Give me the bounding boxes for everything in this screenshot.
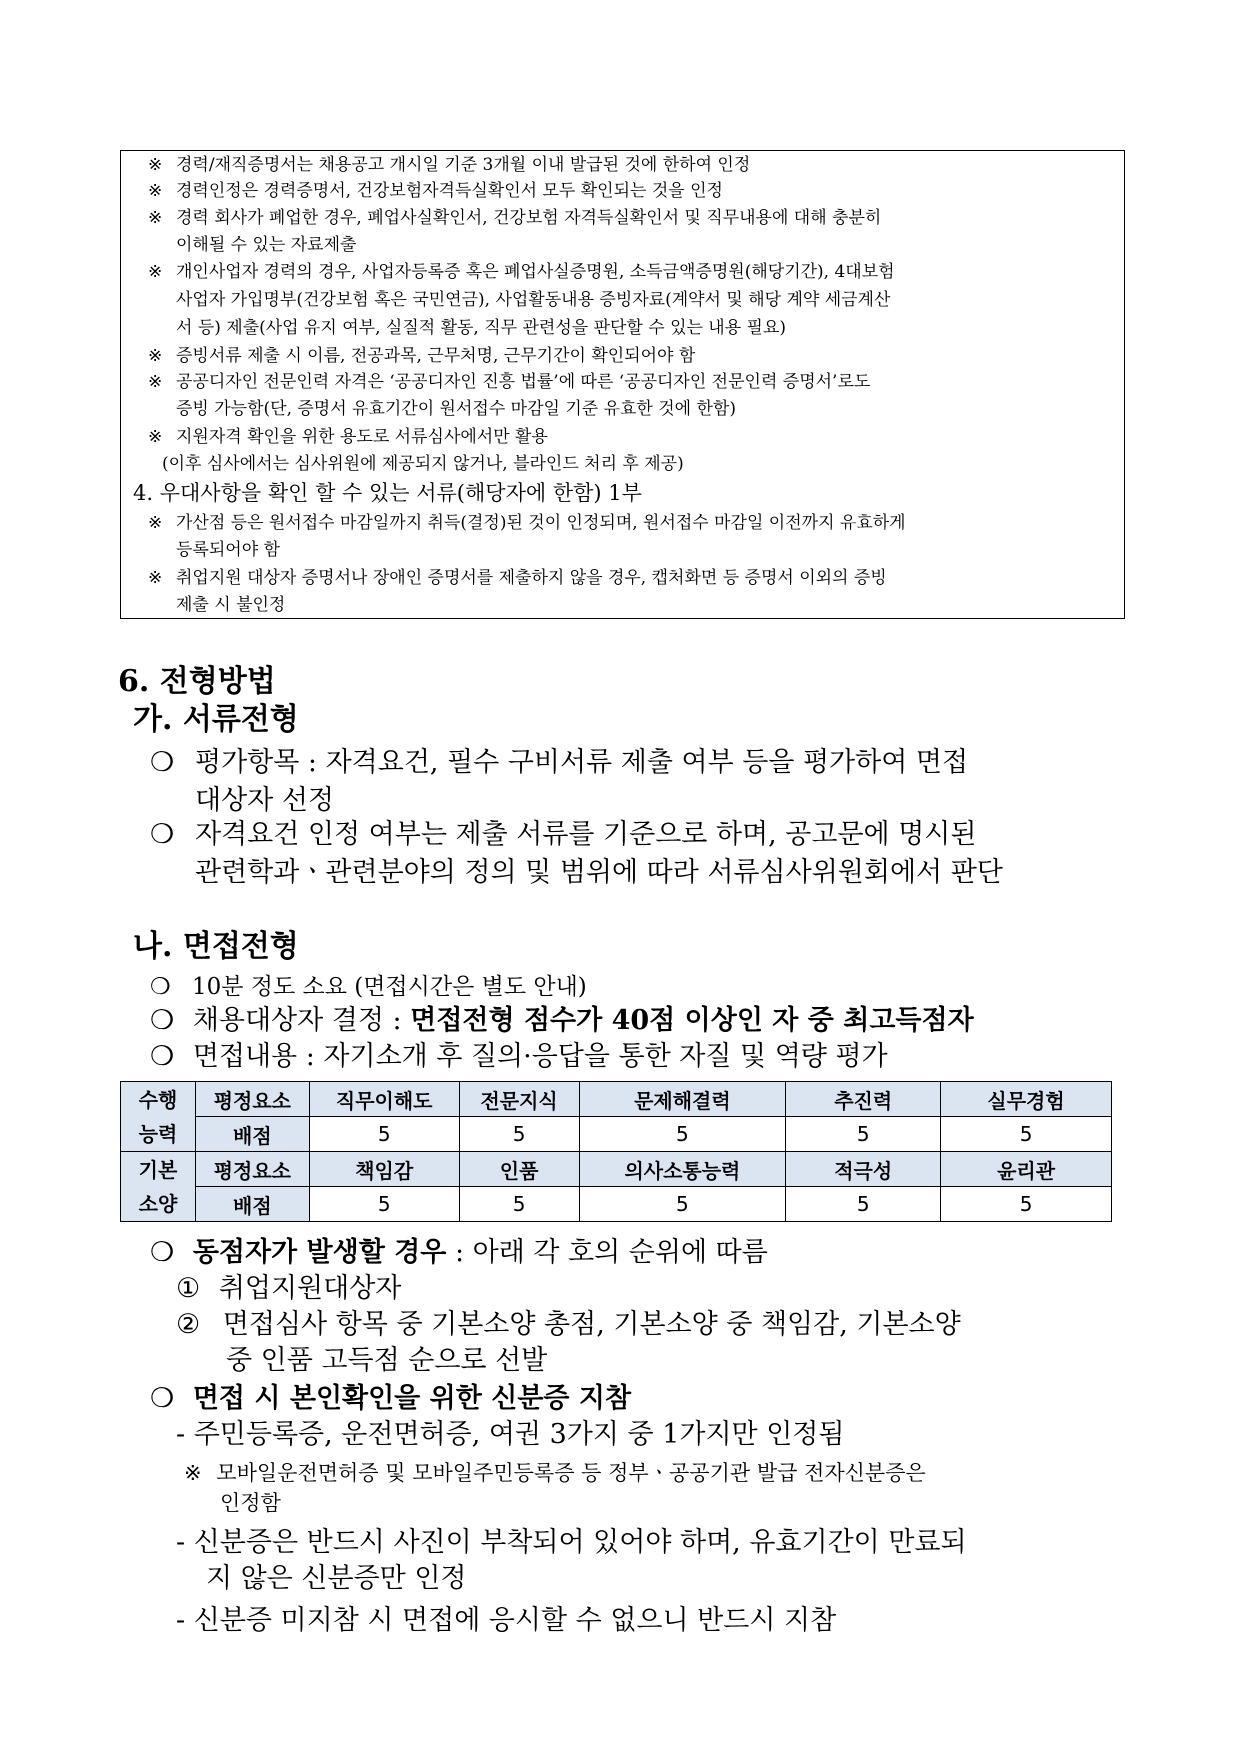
score-cell: 5	[459, 1187, 579, 1222]
id-dash-2: - 신분증은 반드시 사진이 부착되어 있어야 하며, 유효기간이 만료되	[176, 1527, 967, 1558]
circle-bullet-icon: ❍	[150, 819, 175, 850]
circle-bullet-icon: ❍	[150, 1005, 175, 1036]
circle-bullet-icon: ❍	[150, 1237, 175, 1268]
section-title: 6. 전형방법	[118, 664, 276, 699]
table-row	[121, 1082, 1112, 1117]
row-label: 배점	[195, 1117, 309, 1152]
subsection-title-ga: 가. 서류전형	[133, 702, 299, 737]
score-cell: 5	[941, 1187, 1112, 1222]
criterion-cell: 의사소통능력	[579, 1152, 786, 1187]
criterion-cell: 실무경험	[941, 1082, 1112, 1117]
score-cell: 5	[309, 1187, 459, 1222]
criterion-cell: 전문지식	[459, 1082, 579, 1117]
row-label: 배점	[195, 1187, 309, 1222]
criterion-cell: 직무이해도	[309, 1082, 459, 1117]
na-bullet-2: ❍ 채용대상자 결정 : 면접전형 점수가 40점 이상인 자 중 최고득점자	[150, 1005, 974, 1036]
group-header: 수행 능력	[121, 1082, 196, 1152]
score-cell: 5	[941, 1117, 1112, 1152]
subsection-title-na: 나. 면접전형	[133, 929, 299, 964]
circle-bullet-icon: ❍	[150, 1041, 175, 1072]
tie-item-1: ① 취업지원대상자	[176, 1273, 402, 1304]
table-row	[121, 1117, 1112, 1152]
table-row	[121, 1152, 1112, 1187]
id-dash-2-continued: 지 않은 신분증만 인정	[206, 1563, 467, 1594]
id-requirement: ❍ 면접 시 본인확인을 위한 신분증 지참	[150, 1383, 632, 1414]
id-dash-1: - 주민등록증, 운전면허증, 여권 3가지 중 1가지만 인정됨	[176, 1419, 845, 1450]
criterion-cell: 책임감	[309, 1152, 459, 1187]
id-note: ※ 모바일운전면허증 및 모바일주민등록증 등 정부ㆍ공공기관 발급 전자신분증은	[184, 1461, 926, 1485]
criterion-cell: 문제해결력	[579, 1082, 786, 1117]
row-label: 평정요소	[195, 1082, 309, 1117]
item-4-heading: 4. 우대사항을 확인 할 수 있는 서류(해당자에 한함) 1부	[133, 481, 642, 505]
tie-item-2: ② 면접심사 항목 중 기본소양 총점, 기본소양 중 책임감, 기본소양	[176, 1309, 961, 1340]
circle-bullet-icon: ❍	[150, 974, 171, 1000]
criterion-cell: 추진력	[786, 1082, 941, 1117]
circle-bullet-icon: ❍	[150, 747, 175, 778]
id-note-continued: 인정함	[220, 1491, 281, 1515]
score-cell: 5	[786, 1187, 941, 1222]
criterion-cell: 적극성	[786, 1152, 941, 1187]
score-cell: 5	[309, 1117, 459, 1152]
na-bullet-3: ❍ 면접내용 : 자기소개 후 질의·응답을 통한 자질 및 역량 평가	[150, 1041, 888, 1072]
score-cell: 5	[579, 1117, 786, 1152]
table-row	[121, 1187, 1112, 1222]
interview-score-table	[120, 1081, 1112, 1222]
group-header: 기본 소양	[121, 1152, 196, 1222]
row-label: 평정요소	[195, 1152, 309, 1187]
na-bullet-1: ❍ 10분 정도 소요 (면접시간은 별도 안내)	[150, 974, 587, 1000]
id-dash-3: - 신분증 미지참 시 면접에 응시할 수 없으니 반드시 지참	[176, 1605, 837, 1636]
circle-bullet-icon: ❍	[150, 1383, 175, 1414]
tie-item-2-continued: 중 인품 고득점 순으로 선발	[226, 1345, 548, 1376]
score-cell: 5	[579, 1187, 786, 1222]
criterion-cell: 인품	[459, 1152, 579, 1187]
criterion-cell: 윤리관	[941, 1152, 1112, 1187]
score-cell: 5	[459, 1117, 579, 1152]
score-cell: 5	[786, 1117, 941, 1152]
tie-rule: ❍ 동점자가 발생할 경우 : 아래 각 호의 순위에 따름	[150, 1237, 768, 1268]
note-paren-line: (이후 심사에서는 심사위원에 제공되지 않거나, 블라인드 처리 후 제공)	[162, 454, 684, 474]
